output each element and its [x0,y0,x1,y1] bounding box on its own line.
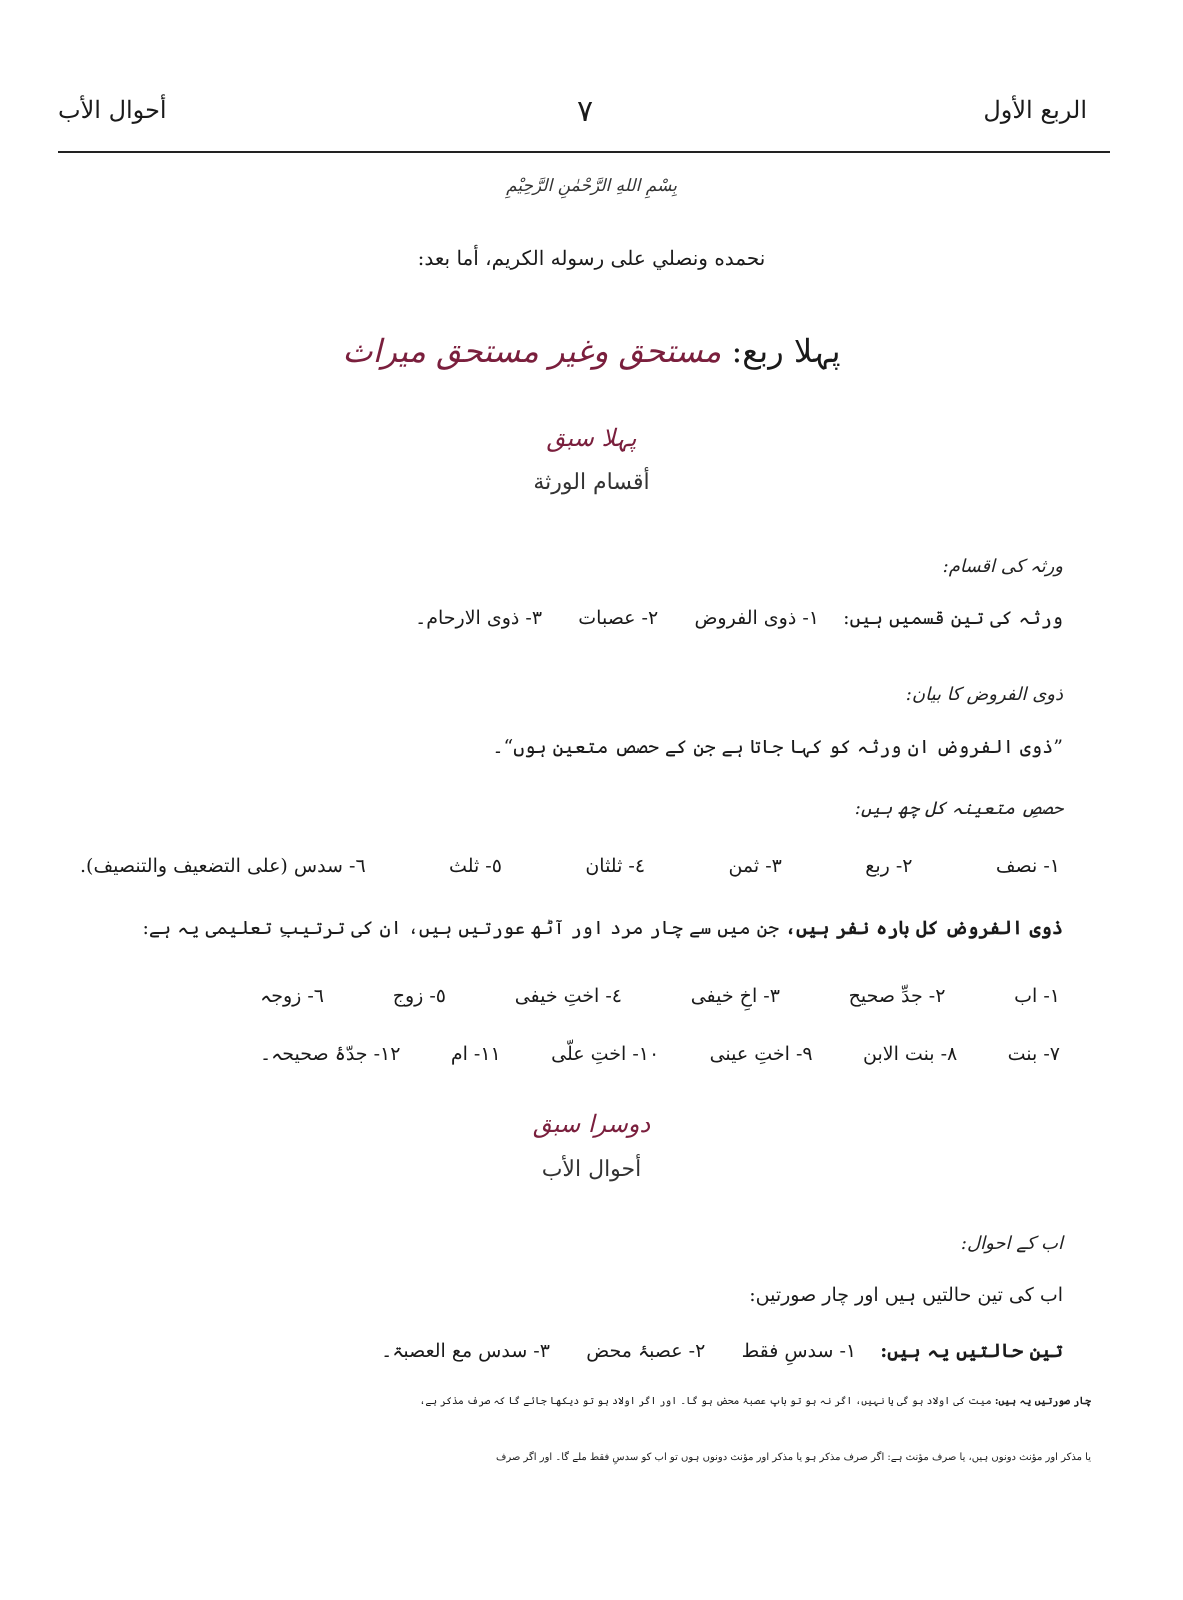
father-line-1: اب کی تین حالتیں ہیں اور چار صورتیں: [749,1284,1063,1306]
people-item: ٣- اخِ خیفی [690,985,780,1007]
heirs-heading: ورثہ کی اقسام: [942,556,1063,577]
people-item: ٢- جدِّ صحیح [848,985,946,1007]
people-item: ٥- زوج [392,985,446,1007]
people-item: ١- اب [1014,985,1060,1007]
heirs-item: ٣- ذوی الارحام۔ [415,607,543,629]
lesson-two-subtitle: أحوال الأب [541,1157,642,1182]
father-forms-label: چار صورتیں یہ ہیں: [994,1396,1091,1407]
heirs-item: ٢- عصبات [578,607,659,629]
share-item: ١- نصف [995,855,1060,877]
header-quarter-title: الربع الأول [983,96,1087,124]
father-heading: اب کے احوال: [960,1233,1063,1254]
heirs-line [415,607,1063,629]
people-item: ٨- بنت الابن [863,1043,958,1065]
dhawil-heading: ذوی الفروض کا بیان: [905,684,1063,705]
heirs-intro: ورثہ کی تین قسمیں ہیں: [843,607,1063,629]
share-item: ٦- سدس (على التضعيف والتنصيف). [80,855,366,877]
people-item: ١٢- جدّۂ صحیحہ۔ [260,1043,401,1065]
share-item: ٤- ثلثان [585,855,646,877]
page-number: ٧ [576,94,594,129]
shares-row [80,855,1060,877]
people-item: ٩- اختِ عینی [709,1043,813,1065]
share-item: ٥- ثلث [449,855,502,877]
people-intro-bold: ذوی الفروض کل بارہ نفر ہیں، [785,917,1063,939]
basmala: بِسْمِ اللهِ الرَّحْمٰنِ الرَّحِيْمِ [506,176,677,196]
father-states [381,1340,1063,1362]
people-row-1 [260,985,1060,1007]
shares-heading: حصصِ متعینہ کل چھ ہیں: [854,798,1063,819]
people-item: ١٠- اختِ علّی [551,1043,660,1065]
header-rule [58,151,1110,153]
share-item: ٣- ثمن [728,855,782,877]
people-item: ٧- بنت [1007,1043,1060,1065]
father-state-item: ٣- سدس مع العصبۃ۔ [381,1340,550,1362]
father-last-line: یا مذکر اور مؤنث دونوں ہیں، یا صرف مؤنث ہے: اگر صرف مذکر ہو یا مذکر اور مؤنث دونوں ہوں تو اب کو سدسِ فقط ملے گا۔ اور اگر صرف [495,1452,1091,1463]
heirs-item: ١- ذوی الفروض [694,607,819,629]
quarter-title: مستحق وغیر مستحق میراث [342,332,722,370]
father-forms-text: میت کی اولاد ہو گی یا نہیں، اگر نہ ہو تو باپ عصبۂ محض ہو گا۔ اور اگر اولاد ہو تو دیکھا جائے گا کہ صرف مذکر ہے، [419,1396,992,1407]
header-chapter-title: أحوال الأب [58,96,167,124]
people-row-2 [260,1043,1060,1065]
share-item: ٢- ربع [865,855,913,877]
lesson-one-subtitle: أقسام الورثة [533,470,650,495]
father-states-label: تین حالتیں یہ ہیں: [880,1340,1063,1362]
people-intro-rest: جن میں سے چار مرد اور آٹھ عورتیں ہیں، ان کی ترتیبِ تعلیمی یہ ہے: [142,917,779,939]
praise-line: نحمده ونصلي على رسوله الكريم، أما بعد: [417,246,766,270]
lesson-one-title: پہلا سبق [546,424,637,452]
father-state-item: ١- سدسِ فقط [741,1340,857,1362]
dhawil-definition: ”ذوی الفروض ان ورثہ کو کہا جاتا ہے جن کے حصص متعین ہوں“۔ [492,736,1063,758]
people-item: ٤- اختِ خیفی [514,985,623,1007]
quarter-prefix: پہلا ربع: [731,332,841,370]
quarter-heading [0,332,1183,370]
father-state-item: ٢- عصبۂ محض [586,1340,706,1362]
people-item: ١١- ام [450,1043,501,1065]
father-forms-line [1,1396,1091,1407]
people-item: ٦- زوجہ [260,985,324,1007]
people-intro [142,917,1063,939]
lesson-two-title: دوسرا سبق [532,1110,651,1138]
